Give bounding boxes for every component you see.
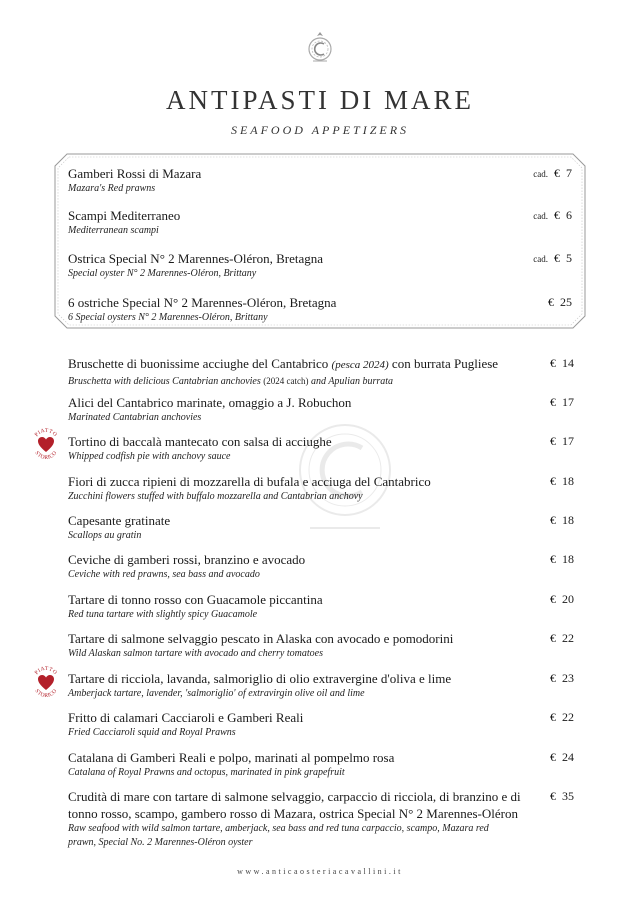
menu-item-price: € 17 (550, 434, 574, 448)
menu-item-description: Zucchini flowers stuffed with buffalo mozzarella and Cantabrian anchovy (68, 491, 363, 502)
menu-item-name: Capesante gratinate (68, 513, 171, 528)
menu-item-name: 6 ostriche Special N° 2 Marennes-Oléron, Bretagna (68, 295, 337, 310)
menu-item-description: Ceviche with red prawns, sea bass and avocado (68, 569, 260, 580)
website-link[interactable]: www.anticaosteriacavallini.it (237, 867, 403, 876)
menu-item-price: cad. € 6 (533, 208, 572, 222)
menu-item (68, 207, 572, 238)
page-subtitle: SEAFOOD APPETIZERS (230, 123, 410, 137)
menu-item-price: cad. € 5 (533, 251, 572, 265)
menu-item-description: Bruschetta with delicious Cantabrian anchovies (2024 catch) and Apulian burrata (68, 376, 394, 387)
menu-item (68, 670, 574, 701)
menu-item-description: Mazara's Red prawns (68, 183, 156, 194)
menu-item-name: Tartare di salmone selvaggio pescato in Alaska con avocado e pomodorini (68, 631, 454, 646)
menu-item-description: 6 Special oysters N° 2 Marennes-Oléron, Brittany (68, 312, 268, 323)
menu-item (68, 749, 574, 780)
menu-item-description: Raw seafood with wild salmon tartare, amberjack, sea bass and red tuna carpaccio, scampo, Mazara red prawn, Special No. 2 Marennes-Oléron oyster (68, 823, 489, 848)
menu-item-name: Scampi Mediterraneo (68, 208, 181, 223)
menu-item-description: Fried Cacciaroli squid and Royal Prawns (68, 727, 236, 738)
menu-item-price: € 23 (550, 671, 574, 685)
menu-item-name: Crudità di mare con tartare di salmone selvaggio, carpaccio di ricciola, di branzino e di tonno rosso, scampo, gambero rosso di Mazara, ostrica Special N° 2 Marennes-Oléron (68, 789, 521, 821)
menu-item-name: Tartare di ricciola, lavanda, salmoriglio di olio extravergine d'oliva e lime (68, 671, 452, 686)
menu-item (68, 250, 572, 281)
menu-item-price: € 18 (550, 552, 574, 566)
menu-item-price: € 17 (550, 395, 574, 409)
page-title: ANTIPASTI DI MARE (165, 85, 474, 115)
svg-text:PIATTO: PIATTO (33, 666, 59, 677)
menu-item (68, 709, 574, 740)
menu-item-price: € 20 (550, 592, 574, 606)
menu-item (68, 512, 574, 543)
menu-item-description: Catalana of Royal Prawns and octopus, marinated in pink grapefruit (68, 767, 345, 778)
menu-item-price: € 35 (550, 789, 574, 803)
svg-text:STORICO: STORICO (33, 450, 59, 460)
menu-item-name: Catalana di Gamberi Reali e polpo, marinati al pompelmo rosa (68, 750, 395, 765)
menu-item-description: Wild Alaskan salmon tartare with avocado and cherry tomatoes (68, 648, 323, 659)
menu-item (68, 433, 574, 464)
menu-item-description: Marinated Cantabrian anchovies (68, 412, 202, 423)
menu-item-price: € 22 (550, 631, 574, 645)
restaurant-logo-icon (305, 30, 335, 66)
menu-item-description: Special oyster N° 2 Marennes-Oléron, Brittany (68, 268, 257, 279)
menu-item-name: Ostrica Special N° 2 Marennes-Oléron, Bretagna (68, 251, 323, 266)
menu-item-name: Fiori di zucca ripieni di mozzarella di bufala e acciuga del Cantabrico (68, 474, 431, 489)
menu-item-price: cad. € 7 (533, 166, 572, 180)
menu-item (68, 591, 574, 622)
menu-item-description: Mediterranean scampi (68, 225, 159, 236)
menu-item-description: Amberjack tartare, lavender, 'salmoriglio' of extravirgin olive oil and lime (68, 688, 365, 699)
menu-item (68, 473, 574, 504)
menu-item-price: € 25 (548, 295, 572, 309)
menu-item-name: Ceviche di gamberi rossi, branzino e avocado (68, 552, 306, 567)
menu-item-price: € 18 (550, 474, 574, 488)
menu-item-price: € 18 (550, 513, 574, 527)
menu-item-description: Red tuna tartare with slightly spicy Guacamole (68, 609, 258, 620)
menu-item-price: € 14 (550, 356, 574, 370)
menu-item-name: Gamberi Rossi di Mazara (68, 166, 202, 181)
svg-text:PIATTO: PIATTO (33, 428, 59, 439)
menu-item-name: Tortino di baccalà mantecato con salsa di acciughe (68, 434, 332, 449)
menu-item-name: Fritto di calamari Cacciaroli e Gamberi Reali (68, 710, 304, 725)
menu-item (68, 394, 574, 425)
menu-item (68, 788, 574, 850)
piatto-storico-badge-icon (30, 428, 62, 460)
menu-item-name: Tartare di tonno rosso con Guacamole piccantina (68, 592, 323, 607)
menu-item (68, 630, 574, 661)
menu-item-name: Bruschette di buonissime acciughe del Cantabrico (pesca 2024) con burrata Pugliese (68, 356, 499, 371)
menu-item (68, 551, 574, 582)
menu-item-price: € 22 (550, 710, 574, 724)
menu-item-name: Alici del Cantabrico marinate, omaggio a J. Robuchon (68, 395, 352, 410)
menu-item-description: Scallops au gratin (68, 530, 142, 541)
menu-item (68, 165, 572, 196)
piatto-storico-badge-icon (30, 666, 62, 698)
menu-item (68, 355, 574, 389)
menu-item (68, 294, 572, 325)
menu-item-description: Whipped codfish pie with anchovy sauce (68, 451, 231, 462)
menu-item-price: € 24 (550, 750, 574, 764)
svg-text:STORICO: STORICO (33, 688, 59, 698)
